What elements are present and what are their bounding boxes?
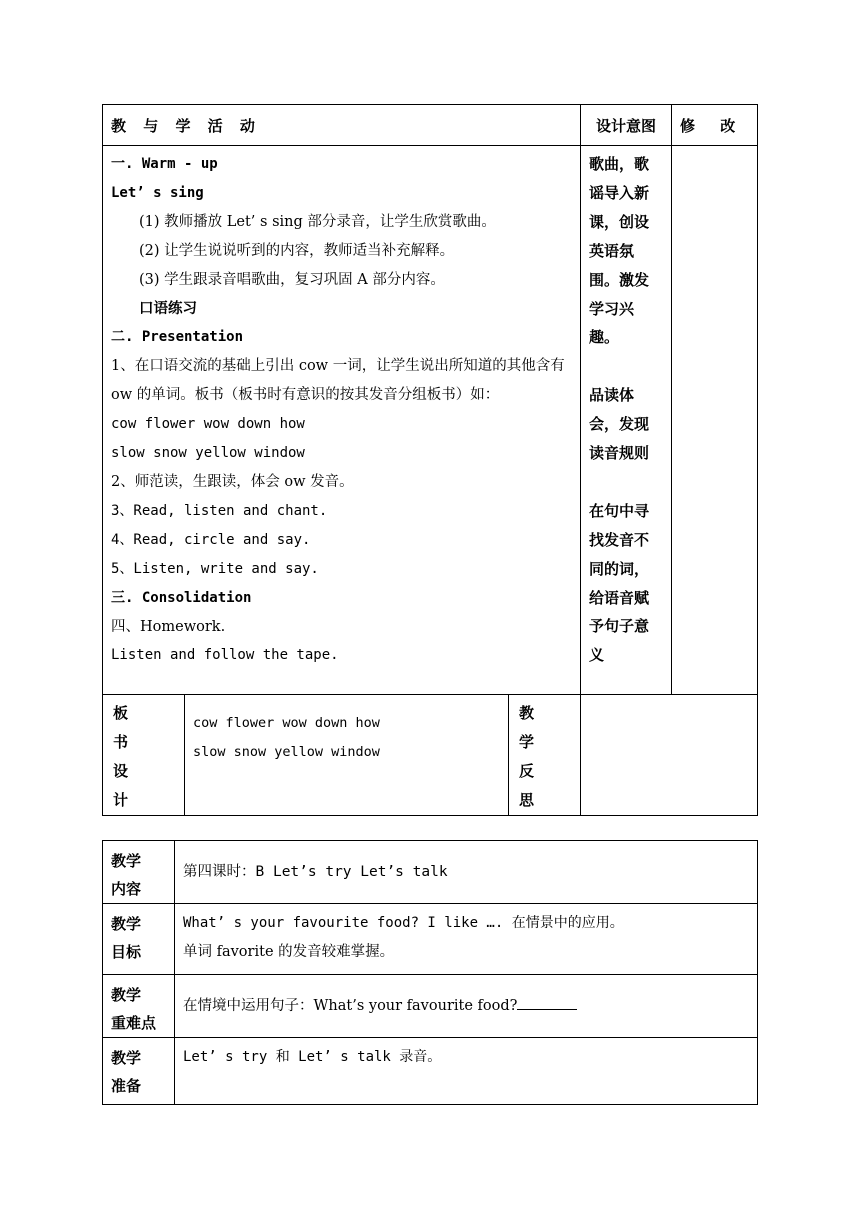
value-line: What’ s your favourite food? I like …. 在情景中的应用。 xyxy=(183,915,624,931)
label-line: 内容 xyxy=(111,880,142,898)
presentation-item-3: 3、Read, listen and chant. xyxy=(111,502,328,519)
label-char: 板 xyxy=(113,704,129,722)
label-line: 教学 xyxy=(111,1049,142,1067)
header-design-purpose: 设计意图 xyxy=(581,105,672,146)
section-homework: 四、Homework. xyxy=(111,618,226,635)
presentation-item-4: 4、Read, circle and say. xyxy=(111,531,311,548)
label-line: 目标 xyxy=(111,943,142,961)
purpose-line: 学习兴 xyxy=(589,299,635,318)
activities-row xyxy=(103,146,758,695)
info-row-goals xyxy=(103,904,758,975)
purpose-spacer xyxy=(589,352,665,381)
label-char: 书 xyxy=(113,732,129,751)
homework-text: Listen and follow the tape. xyxy=(111,647,339,664)
label-char: 教 xyxy=(519,704,535,722)
section-consolidation: 三. Consolidation xyxy=(111,589,252,606)
purpose-line: 围。激发 xyxy=(589,270,650,289)
section-warm-up: 一. Warm - up xyxy=(111,156,218,172)
word-group-2: slow snow yellow window xyxy=(111,445,305,462)
value-teaching-goals xyxy=(175,904,758,975)
label-teaching-content xyxy=(103,841,175,904)
label-line: 准备 xyxy=(111,1077,142,1095)
purpose-line: 歌曲，歌 xyxy=(589,155,650,173)
purpose-line: 英语氛 xyxy=(589,241,635,260)
value-teaching-content xyxy=(175,841,758,904)
value-key-difficult-points xyxy=(175,975,758,1038)
board-design-row xyxy=(103,695,758,816)
purpose-line: 同的词， xyxy=(589,559,650,578)
purpose-line: 在句中寻 xyxy=(589,501,650,520)
header-revise: 修 改 xyxy=(672,105,758,146)
design-purpose-cell xyxy=(581,146,672,695)
board-design-content xyxy=(185,695,509,816)
label-char: 计 xyxy=(113,790,129,809)
section-presentation: 二. Presentation xyxy=(111,329,244,346)
value-teaching-preparation xyxy=(175,1038,758,1105)
info-row-content xyxy=(103,841,758,904)
label-char: 思 xyxy=(519,790,535,809)
board-line-1: cow flower wow down how xyxy=(193,715,380,731)
label-teaching-goals xyxy=(103,904,175,975)
purpose-line: 会，发现 xyxy=(589,415,650,434)
label-line: 教学 xyxy=(111,915,142,933)
teaching-reflection-label xyxy=(509,695,581,816)
label-key-difficult-points xyxy=(103,975,175,1038)
blank-underline xyxy=(517,995,577,1010)
presentation-item-1: 1、在口语交流的基础上引出 cow 一词，让学生说出所知道的其他含有 ow 的单词。板书（板书时有意识的按其发音分组板书）如： xyxy=(111,358,565,404)
lesson-activities-table xyxy=(102,104,758,816)
purpose-line: 找发音不 xyxy=(589,530,650,549)
info-row-key-points xyxy=(103,975,758,1038)
purpose-line: 读音规则 xyxy=(589,444,650,463)
board-design-label xyxy=(103,695,185,816)
activities-cell xyxy=(103,146,581,695)
purpose-spacer xyxy=(589,468,665,497)
value-line: 第四课时：B Let’s try Let’s talk xyxy=(183,863,448,880)
purpose-line: 品读体 xyxy=(589,386,635,405)
step-1: (1) 教师播放 Let’ s sing 部分录音，让学生欣赏歌曲。 xyxy=(139,213,496,230)
presentation-item-2: 2、师范读，生跟读，体会 ow 发音。 xyxy=(111,473,354,490)
label-teaching-preparation xyxy=(103,1038,175,1105)
header-activities: 教 与 学 活 动 xyxy=(103,105,581,146)
subsection-lets-sing: Let’ s sing xyxy=(111,184,204,201)
purpose-line: 谣导入新 xyxy=(589,183,650,202)
table-header-row xyxy=(103,105,758,146)
word-group-1: cow flower wow down how xyxy=(111,416,305,433)
board-line-2: slow snow yellow window xyxy=(193,743,380,760)
step-3: (3) 学生跟录音唱歌曲，复习巩固 A 部分内容。 xyxy=(139,271,445,288)
step-2: (2) 让学生说说听到的内容，教师适当补充解释。 xyxy=(139,242,455,259)
oral-practice: 口语练习 xyxy=(139,299,197,317)
purpose-line: 给语音赋 xyxy=(589,588,650,607)
value-line: Let’ s try 和 Let’ s talk 录音。 xyxy=(183,1049,442,1065)
label-line: 教学 xyxy=(111,852,142,870)
revise-cell xyxy=(672,146,758,695)
label-char: 反 xyxy=(519,761,535,780)
label-line: 教学 xyxy=(111,986,142,1004)
info-row-preparation xyxy=(103,1038,758,1105)
teaching-reflection-content xyxy=(581,695,758,816)
purpose-line: 课，创设 xyxy=(589,212,650,231)
presentation-item-5: 5、Listen, write and say. xyxy=(111,560,319,577)
value-line: 在情境中运用句子：What’s your favourite food? xyxy=(183,997,518,1014)
label-char: 学 xyxy=(519,732,535,751)
label-char: 设 xyxy=(113,761,129,780)
label-line: 重难点 xyxy=(111,1014,157,1032)
purpose-line: 予句子意 xyxy=(589,617,650,636)
lesson-info-table xyxy=(102,840,758,1105)
purpose-line: 义 xyxy=(589,646,605,665)
value-line: 单词 favorite 的发音较难掌握。 xyxy=(183,943,395,960)
purpose-line: 趣。 xyxy=(589,328,620,347)
